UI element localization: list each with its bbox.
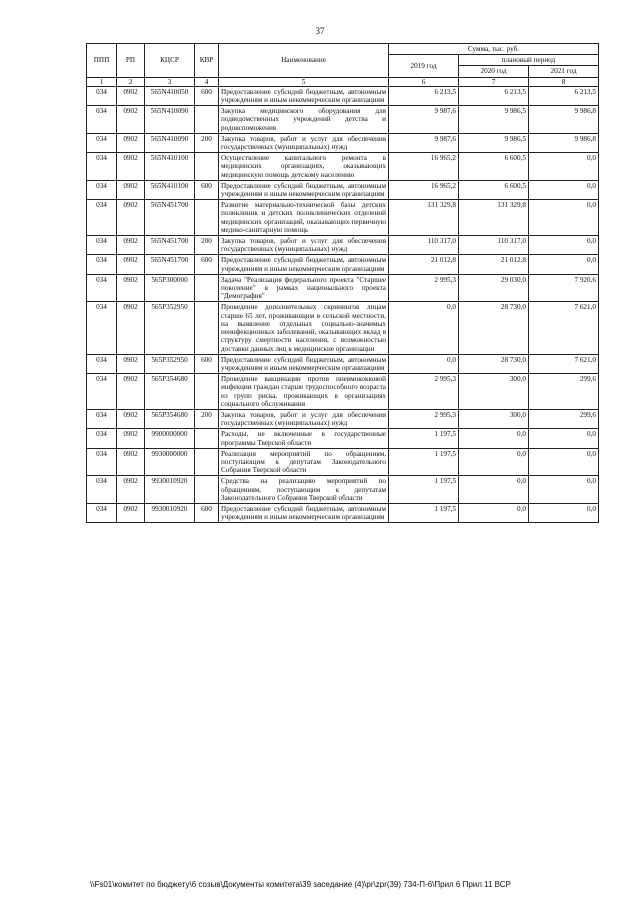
cell-kcsr: 565P354680	[145, 409, 195, 428]
col-header-2021: 2021 год	[529, 66, 599, 77]
cell-ppp: 034	[87, 409, 117, 428]
cell-ppp: 034	[87, 153, 117, 181]
table-row	[87, 133, 599, 152]
cell-2019: 9 987,6	[389, 106, 459, 134]
budget-table	[86, 43, 599, 523]
col-header-sum: Сумма, тыс. руб.	[389, 44, 599, 55]
cell-name: Предоставление субсидий бюджетным, автономным учреждениям и иным некоммерческим организациям	[219, 255, 389, 274]
file-path-footer: \\Fs01\комитет по бюджету\6 созыв\Документы комитета\39 заседание (4)\pr\zpr(39) 734-П-6\Прил 6 Прил 11 ВСР	[90, 880, 511, 889]
cell-name: Предоставление субсидий бюджетным, автономным учреждениям и иным некоммерческим организациям	[219, 503, 389, 522]
cell-kcsr: 565N451700	[145, 255, 195, 274]
table-header	[87, 44, 599, 87]
cell-kcsr: 9900000000	[145, 429, 195, 448]
table-row	[87, 448, 599, 476]
cell-ppp: 034	[87, 274, 117, 302]
cell-2021: 6 213,5	[529, 86, 599, 105]
cell-2020: 131 329,8	[459, 200, 529, 236]
cell-2019: 2 995,3	[389, 409, 459, 428]
cell-ppp: 034	[87, 354, 117, 373]
table-row	[87, 374, 599, 410]
cell-ppp: 034	[87, 133, 117, 152]
col-header-ppp: ППП	[87, 44, 117, 78]
cell-name: Развитие материально-технической базы детских поликлиник и детских поликлинических отделений медицинских организаций, оказывающих первичную медико-санитарную помощь	[219, 200, 389, 236]
cell-2021: 0,0	[529, 255, 599, 274]
col-num: 5	[219, 77, 389, 86]
table-row	[87, 236, 599, 255]
cell-kvr	[195, 153, 219, 181]
col-num: 2	[117, 77, 145, 86]
cell-2020: 9 986,5	[459, 106, 529, 134]
table-row	[87, 302, 599, 354]
cell-2020: 6 600,5	[459, 180, 529, 199]
cell-2021: 0,0	[529, 429, 599, 448]
cell-2020: 21 012,8	[459, 255, 529, 274]
table-row	[87, 200, 599, 236]
cell-kcsr: 9930010920	[145, 503, 195, 522]
cell-kvr	[195, 200, 219, 236]
cell-kcsr: 565N410090	[145, 106, 195, 134]
page-number: 37	[315, 26, 325, 36]
cell-rp: 0902	[117, 236, 145, 255]
cell-kvr	[195, 302, 219, 354]
cell-name: Реализация мероприятий по обращениям, поступающим к депутатам Законодательного Собрания Тверской области	[219, 448, 389, 476]
cell-kvr: 200	[195, 133, 219, 152]
col-header-2020: 2020 год	[459, 66, 529, 77]
cell-rp: 0902	[117, 106, 145, 134]
cell-ppp: 034	[87, 255, 117, 274]
cell-kcsr: 565N410050	[145, 86, 195, 105]
cell-2021: 7 920,6	[529, 274, 599, 302]
cell-2020: 300,0	[459, 374, 529, 410]
cell-2019: 1 197,5	[389, 503, 459, 522]
col-num: 8	[529, 77, 599, 86]
cell-kvr: 600	[195, 86, 219, 105]
cell-2020: 0,0	[459, 503, 529, 522]
cell-kcsr: 565N410100	[145, 180, 195, 199]
cell-2021: 0,0	[529, 180, 599, 199]
table-row	[87, 274, 599, 302]
cell-ppp: 034	[87, 448, 117, 476]
col-header-2019: 2019 год	[389, 55, 459, 77]
cell-rp: 0902	[117, 133, 145, 152]
cell-kcsr: 565P352950	[145, 354, 195, 373]
cell-2020: 29 030,0	[459, 274, 529, 302]
cell-ppp: 034	[87, 429, 117, 448]
cell-name: Закупка товаров, работ и услуг для обеспечения государственных (муниципальных) нужд	[219, 133, 389, 152]
cell-2019: 21 012,8	[389, 255, 459, 274]
cell-kcsr: 9930010920	[145, 476, 195, 504]
cell-ppp: 034	[87, 302, 117, 354]
cell-name: Предоставление субсидий бюджетным, автономным учреждениям и иным некоммерческим организациям	[219, 180, 389, 199]
cell-rp: 0902	[117, 409, 145, 428]
cell-name: Предоставление субсидий бюджетным, автономным учреждениям и иным некоммерческим организациям	[219, 86, 389, 105]
cell-kvr	[195, 448, 219, 476]
cell-2019: 9 987,6	[389, 133, 459, 152]
cell-2019: 6 213,5	[389, 86, 459, 105]
cell-kcsr: 9930000000	[145, 448, 195, 476]
cell-name: Осуществление капитального ремонта в медицинских организациях, оказывающих медицинскую помощь детскому населению	[219, 153, 389, 181]
cell-2020: 110 317,0	[459, 236, 529, 255]
col-header-kvr: КВР	[195, 44, 219, 78]
cell-2021: 0,0	[529, 476, 599, 504]
table-row	[87, 153, 599, 181]
cell-kvr	[195, 476, 219, 504]
cell-rp: 0902	[117, 274, 145, 302]
cell-rp: 0902	[117, 374, 145, 410]
cell-2019: 1 197,5	[389, 448, 459, 476]
cell-kcsr: 565N451700	[145, 236, 195, 255]
col-header-rp: РП	[117, 44, 145, 78]
cell-kvr: 600	[195, 354, 219, 373]
cell-2020: 9 986,5	[459, 133, 529, 152]
cell-2021: 0,0	[529, 200, 599, 236]
cell-kvr	[195, 274, 219, 302]
cell-2020: 0,0	[459, 476, 529, 504]
cell-2021: 0,0	[529, 153, 599, 181]
cell-kvr	[195, 429, 219, 448]
cell-rp: 0902	[117, 503, 145, 522]
col-header-kcsr: КЦСР	[145, 44, 195, 78]
cell-kvr	[195, 106, 219, 134]
cell-ppp: 034	[87, 200, 117, 236]
cell-2021: 0,0	[529, 236, 599, 255]
cell-2021: 9 986,8	[529, 106, 599, 134]
cell-2019: 2 995,3	[389, 374, 459, 410]
cell-kcsr: 565P352950	[145, 302, 195, 354]
col-num: 3	[145, 77, 195, 86]
cell-ppp: 034	[87, 236, 117, 255]
col-header-name: Наименование	[219, 44, 389, 78]
cell-2019: 1 197,5	[389, 476, 459, 504]
cell-2019: 16 965,2	[389, 153, 459, 181]
cell-2019: 0,0	[389, 354, 459, 373]
cell-rp: 0902	[117, 476, 145, 504]
cell-ppp: 034	[87, 86, 117, 105]
cell-name: Закупка медицинского оборудования для подведомственных учреждений детства и родовспоможения	[219, 106, 389, 134]
table-row	[87, 409, 599, 428]
col-num: 6	[389, 77, 459, 86]
cell-2019: 16 965,2	[389, 180, 459, 199]
table-row	[87, 429, 599, 448]
cell-name: Закупка товаров, работ и услуг для обеспечения государственных (муниципальных) нужд	[219, 409, 389, 428]
table-row	[87, 476, 599, 504]
cell-kcsr: 565P300000	[145, 274, 195, 302]
cell-2020: 300,0	[459, 409, 529, 428]
cell-2019: 2 995,3	[389, 274, 459, 302]
cell-ppp: 034	[87, 374, 117, 410]
cell-kvr: 200	[195, 236, 219, 255]
cell-kvr: 200	[195, 409, 219, 428]
cell-rp: 0902	[117, 255, 145, 274]
cell-2021: 7 621,0	[529, 302, 599, 354]
col-num: 4	[195, 77, 219, 86]
cell-2020: 28 730,0	[459, 302, 529, 354]
cell-2021: 0,0	[529, 448, 599, 476]
cell-kvr: 600	[195, 255, 219, 274]
cell-2019: 131 329,8	[389, 200, 459, 236]
cell-2020: 6 213,5	[459, 86, 529, 105]
cell-ppp: 034	[87, 180, 117, 199]
cell-name: Расходы, не включенные в государственные программы Тверской области	[219, 429, 389, 448]
cell-rp: 0902	[117, 354, 145, 373]
col-header-plan: плановый период	[459, 55, 599, 66]
cell-kvr: 600	[195, 180, 219, 199]
cell-kcsr: 565N451700	[145, 200, 195, 236]
cell-2021: 299,6	[529, 374, 599, 410]
cell-rp: 0902	[117, 180, 145, 199]
column-numbers-row	[87, 77, 599, 86]
cell-ppp: 034	[87, 503, 117, 522]
table-row	[87, 255, 599, 274]
cell-2019: 1 197,5	[389, 429, 459, 448]
cell-2021: 9 986,8	[529, 133, 599, 152]
cell-2020: 0,0	[459, 448, 529, 476]
cell-rp: 0902	[117, 429, 145, 448]
table-row	[87, 354, 599, 373]
cell-name: Проведение дополнительных скринингов лицам старше 65 лет, проживающим в сельской местности, на выявление отдельных социально-значимых неинфекционных заболеваний, оказывающих вклад в структуру смертности населения, с возможностью доставки данных лиц в медицинские организации	[219, 302, 389, 354]
cell-name: Средства на реализацию мероприятий по обращениям, поступающим к депутатам Законодательного Собрания Тверской области	[219, 476, 389, 504]
cell-2019: 0,0	[389, 302, 459, 354]
cell-kcsr: 565N410100	[145, 153, 195, 181]
cell-2021: 299,6	[529, 409, 599, 428]
cell-rp: 0902	[117, 302, 145, 354]
cell-rp: 0902	[117, 448, 145, 476]
cell-name: Предоставление субсидий бюджетным, автономным учреждениям и иным некоммерческим организациям	[219, 354, 389, 373]
table-row	[87, 503, 599, 522]
cell-name: Проведение вакцинации против пневмококковой инфекции граждан старше трудоспособного возраста из групп риска, проживающих в организациях социального обслуживания	[219, 374, 389, 410]
table-body	[87, 86, 599, 523]
col-num: 7	[459, 77, 529, 86]
cell-2020: 0,0	[459, 429, 529, 448]
table-row	[87, 106, 599, 134]
cell-2020: 6 600,5	[459, 153, 529, 181]
cell-name: Задача "Реализация федерального проекта "Старшее поколение" в рамках национального проекта "Демография"	[219, 274, 389, 302]
table-row	[87, 86, 599, 105]
cell-2021: 0,0	[529, 503, 599, 522]
cell-rp: 0902	[117, 153, 145, 181]
cell-ppp: 034	[87, 476, 117, 504]
table-row	[87, 180, 599, 199]
cell-rp: 0902	[117, 86, 145, 105]
cell-2020: 28 730,0	[459, 354, 529, 373]
cell-kvr: 600	[195, 503, 219, 522]
cell-2019: 110 317,0	[389, 236, 459, 255]
cell-kcsr: 565N410090	[145, 133, 195, 152]
cell-name: Закупка товаров, работ и услуг для обеспечения государственных (муниципальных) нужд	[219, 236, 389, 255]
cell-kvr	[195, 374, 219, 410]
cell-kcsr: 565P354680	[145, 374, 195, 410]
col-num: 1	[87, 77, 117, 86]
cell-rp: 0902	[117, 200, 145, 236]
cell-ppp: 034	[87, 106, 117, 134]
cell-2021: 7 621,0	[529, 354, 599, 373]
